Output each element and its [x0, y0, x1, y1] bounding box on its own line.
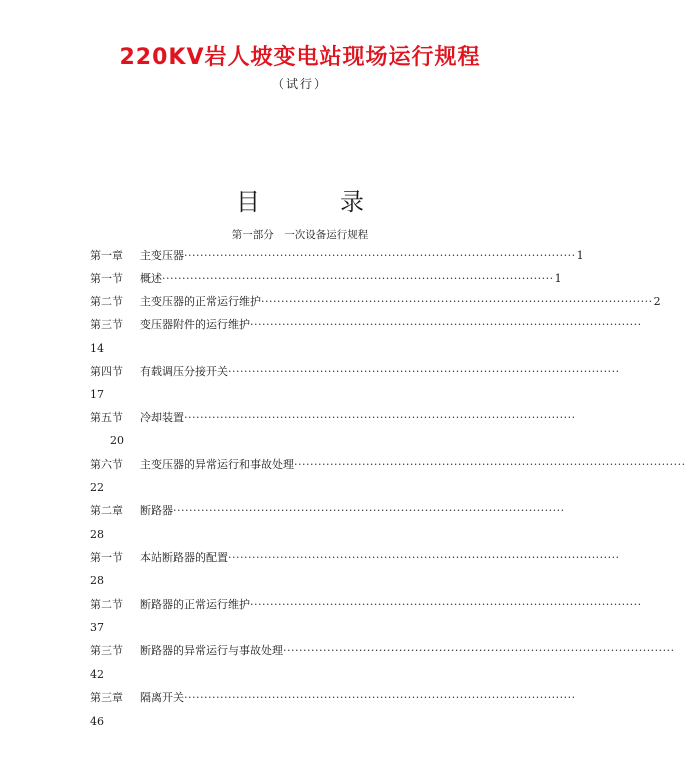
- document-title: 220KV岩人坡变电站现场运行规程: [119, 45, 481, 70]
- toc-entry-8[interactable]: 第二章 断路器 ··································································································: [90, 504, 565, 517]
- toc-entry-8-page: 28: [90, 528, 104, 541]
- toc-entry-6-page: 20: [110, 434, 124, 447]
- toc-entry-12-page: 46: [90, 715, 104, 728]
- toc-entry-5[interactable]: 第四节 有载调压分接开关 ··································································································: [90, 365, 620, 378]
- toc-entry-3[interactable]: 第二节 主变压器的正常运行维护 ·································································································· 2: [90, 295, 661, 308]
- toc-entry-7[interactable]: 第六节 主变压器的异常运行和事故处理 ··································································································: [90, 458, 686, 471]
- toc-entry-9[interactable]: 第一节 本站断路器的配置 ··································································································: [90, 551, 620, 564]
- toc-entry-10-page: 37: [90, 621, 104, 634]
- toc-entry-6[interactable]: 第五节 冷却装置 ··································································································: [90, 411, 576, 424]
- part-heading: 第一部分 一次设备运行规程: [231, 229, 369, 241]
- toc-entry-1[interactable]: 第一章 主变压器 ·································································································· 1: [90, 249, 584, 262]
- toc-entry-2[interactable]: 第一节 概述 ·································································································· 1: [90, 272, 562, 285]
- toc-heading: 目 录: [236, 188, 392, 216]
- toc-entry-4-page: 14: [90, 342, 104, 355]
- toc-entry-11[interactable]: 第三节 断路器的异常运行与事故处理 ··································································································: [90, 644, 675, 657]
- toc-entry-10[interactable]: 第二节 断路器的正常运行维护 ··································································································: [90, 598, 642, 611]
- toc-entry-12[interactable]: 第三章 隔离开关 ··································································································: [90, 691, 576, 704]
- toc-entry-4[interactable]: 第三节 变压器附件的运行维护 ··································································································: [90, 318, 642, 331]
- toc-entry-9-page: 28: [90, 574, 104, 587]
- document-subtitle: （试行）: [271, 77, 328, 91]
- toc-entry-11-page: 42: [90, 668, 104, 681]
- toc-entry-7-page: 22: [90, 481, 104, 494]
- toc-entry-5-page: 17: [90, 388, 104, 401]
